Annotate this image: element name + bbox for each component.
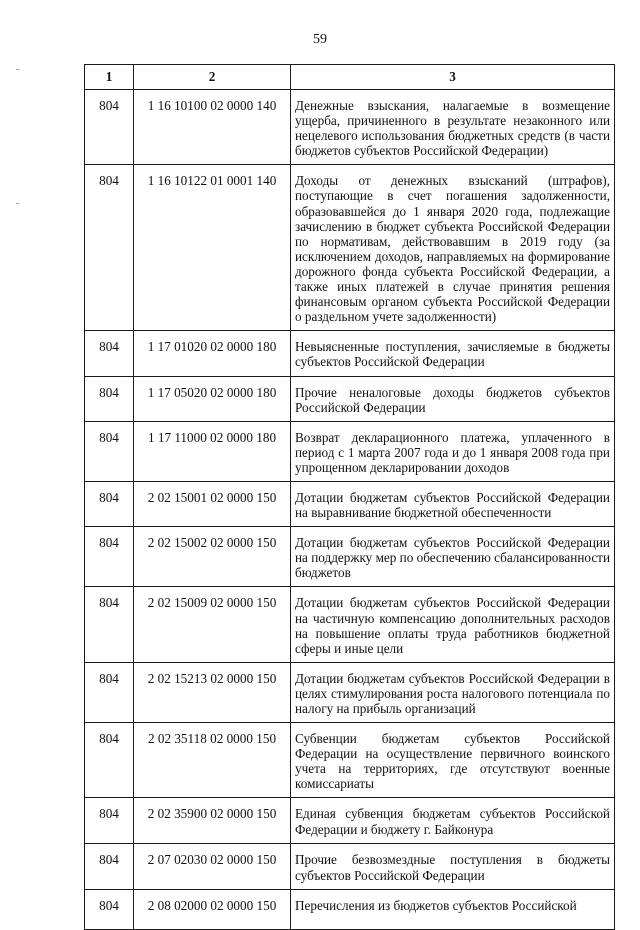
revenue-name-cell: Перечисления из бюджетов субъектов Российской <box>291 890 615 930</box>
budget-classification-code-cell: 2 02 15002 02 0000 150 <box>134 527 291 587</box>
budget-classification-code-cell: 1 17 11000 02 0000 180 <box>134 421 291 481</box>
revenue-name-cell: Единая субвенция бюджетам субъектов Российской Федерации и бюджету г. Байконура <box>291 798 615 844</box>
revenue-name-cell: Дотации бюджетам субъектов Российской Федерации в целях стимулирования роста налогового потенциала по налогу на прибыль организаций <box>291 662 615 722</box>
table-row <box>85 890 615 930</box>
table-row <box>85 481 615 526</box>
column-header-2: 2 <box>134 65 291 90</box>
table-row <box>85 331 615 376</box>
revenue-name-cell: Дотации бюджетам субъектов Российской Федерации на поддержку мер по обеспечению сбалансированности бюджетов <box>291 527 615 587</box>
revenue-name-cell: Денежные взыскания, налагаемые в возмещение ущерба, причиненного в результате незаконного или нецелевого использования бюджетных средств (в части бюджетов субъектов Российской Федерации) <box>291 90 615 165</box>
revenue-name-cell: Субвенции бюджетам субъектов Российской Федерации на осуществление первичного воинского учета на территориях, где отсутствуют военные комиссариаты <box>291 723 615 798</box>
table-row <box>85 527 615 587</box>
admin-code-cell: 804 <box>85 527 134 587</box>
budget-classification-code-cell: 2 02 35900 02 0000 150 <box>134 798 291 844</box>
admin-code-cell: 804 <box>85 421 134 481</box>
admin-code-cell: 804 <box>85 331 134 376</box>
budget-classification-code-cell: 1 16 10100 02 0000 140 <box>134 90 291 165</box>
table-row <box>85 662 615 722</box>
admin-code-cell: 804 <box>85 587 134 662</box>
table-row <box>85 723 615 798</box>
revenue-name-cell: Дотации бюджетам субъектов Российской Федерации на частичную компенсацию дополнительных расходов на повышение оплаты труда работников бюджетной сферы и иные цели <box>291 587 615 662</box>
budget-revenue-table <box>84 64 615 930</box>
budget-classification-code-cell: 2 02 15009 02 0000 150 <box>134 587 291 662</box>
table-row <box>85 798 615 844</box>
admin-code-cell: 804 <box>85 662 134 722</box>
table-row <box>85 165 615 331</box>
budget-classification-code-cell: 1 17 01020 02 0000 180 <box>134 331 291 376</box>
table-row <box>85 844 615 890</box>
column-header-1: 1 <box>85 65 134 90</box>
budget-classification-code-cell: 2 08 02000 02 0000 150 <box>134 890 291 930</box>
revenue-name-cell: Прочие неналоговые доходы бюджетов субъектов Российской Федерации <box>291 376 615 421</box>
admin-code-cell: 804 <box>85 481 134 526</box>
admin-code-cell: 804 <box>85 165 134 331</box>
admin-code-cell: 804 <box>85 890 134 930</box>
admin-code-cell: 804 <box>85 844 134 890</box>
budget-classification-code-cell: 2 02 35118 02 0000 150 <box>134 723 291 798</box>
revenue-name-cell: Доходы от денежных взысканий (штрафов), поступающие в счет погашения задолженности, образовавшейся до 1 января 2020 года, подлежащие зачислению в бюджет субъекта Российской Федерации по нормативам, действовавшим в 2019 году (за исключением доходов, направляемых на формирование дорожного фонда субъекта Российской Федерации, а также иных платежей в случае принятия решения финансовым органом субъекта Российской Федерации о раздельном учете задолженности) <box>291 165 615 331</box>
revenue-name-cell: Прочие безвозмездные поступления в бюджеты субъектов Российской Федерации <box>291 844 615 890</box>
budget-classification-code-cell: 2 07 02030 02 0000 150 <box>134 844 291 890</box>
table-row <box>85 376 615 421</box>
budget-classification-code-cell: 1 17 05020 02 0000 180 <box>134 376 291 421</box>
table-row <box>85 421 615 481</box>
budget-classification-code-cell: 1 16 10122 01 0001 140 <box>134 165 291 331</box>
admin-code-cell: 804 <box>85 90 134 165</box>
admin-code-cell: 804 <box>85 723 134 798</box>
scan-mark: - <box>16 198 20 209</box>
column-header-3: 3 <box>291 65 615 90</box>
table-header-row <box>85 65 615 90</box>
table-row <box>85 90 615 165</box>
revenue-name-cell: Дотации бюджетам субъектов Российской Федерации на выравнивание бюджетной обеспеченности <box>291 481 615 526</box>
budget-classification-code-cell: 2 02 15001 02 0000 150 <box>134 481 291 526</box>
budget-classification-code-cell: 2 02 15213 02 0000 150 <box>134 662 291 722</box>
scan-mark: - <box>16 64 20 75</box>
page-number: 59 <box>313 32 327 47</box>
revenue-name-cell: Невыясненные поступления, зачисляемые в бюджеты субъектов Российской Федерации <box>291 331 615 376</box>
revenue-name-cell: Возврат декларационного платежа, уплаченного в период с 1 марта 2007 года и до 1 января 2008 года при упрощенном декларировании доходов <box>291 421 615 481</box>
admin-code-cell: 804 <box>85 376 134 421</box>
table-row <box>85 587 615 662</box>
admin-code-cell: 804 <box>85 798 134 844</box>
